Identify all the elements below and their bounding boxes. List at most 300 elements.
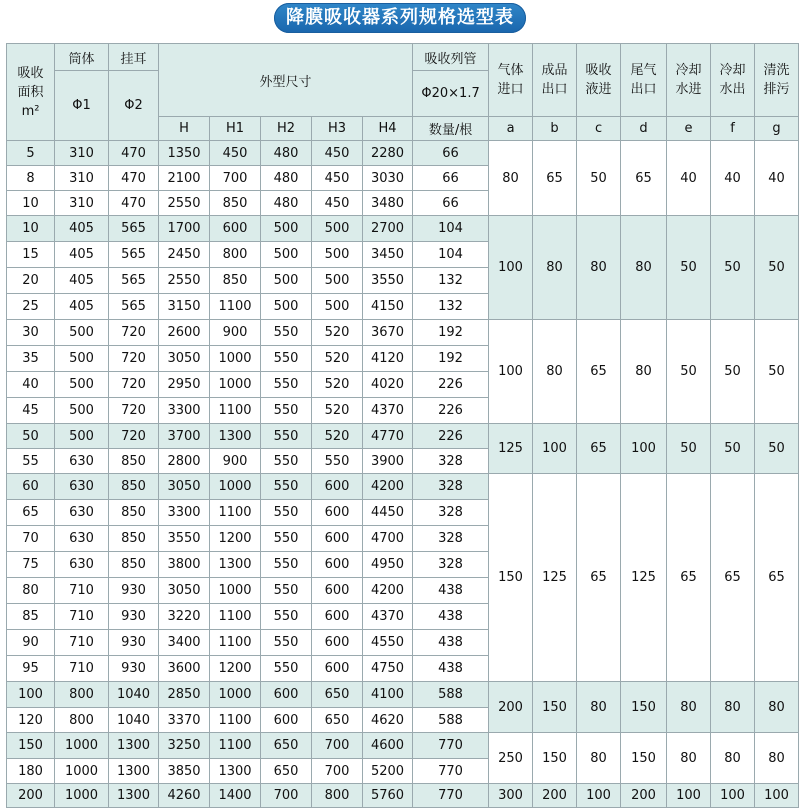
port-size-cell: 100 [577, 784, 621, 808]
table-cell: 900 [210, 320, 261, 346]
table-cell: 520 [312, 372, 363, 398]
header-port-d [621, 44, 667, 117]
table-cell: 45 [7, 398, 55, 424]
table-cell: 588 [413, 682, 489, 708]
header-shell: 筒体 [55, 44, 109, 71]
table-cell: 1100 [210, 630, 261, 656]
table-cell: 328 [413, 449, 489, 474]
port-size-cell: 80 [621, 216, 667, 320]
port-size-cell: 80 [577, 682, 621, 733]
table-cell: 1100 [210, 733, 261, 759]
port-size-cell: 80 [667, 682, 711, 733]
table-cell: 328 [413, 500, 489, 526]
table-cell: 328 [413, 552, 489, 578]
table-cell: 1000 [210, 578, 261, 604]
table-cell: 630 [55, 526, 109, 552]
table-cell: 1000 [210, 346, 261, 372]
table-cell: 2700 [363, 216, 413, 242]
table-cell: 5760 [363, 784, 413, 808]
table-cell: 1040 [109, 708, 159, 733]
table-cell: 600 [312, 578, 363, 604]
table-cell: 565 [109, 216, 159, 242]
table-cell: 500 [55, 398, 109, 424]
table-cell: 180 [7, 759, 55, 784]
table-cell: 550 [261, 500, 312, 526]
header-port-a [489, 44, 533, 117]
table-cell: 20 [7, 268, 55, 294]
table-cell: 55 [7, 449, 55, 474]
table-cell: 710 [55, 630, 109, 656]
table-cell: 600 [312, 474, 363, 500]
table-cell: 500 [261, 294, 312, 320]
table-cell: 405 [55, 216, 109, 242]
table-cell: 4100 [363, 682, 413, 708]
table-cell: 850 [109, 474, 159, 500]
port-size-cell: 65 [711, 474, 755, 682]
header-port-e [667, 44, 711, 117]
table-cell: 4370 [363, 604, 413, 630]
table-cell: 4550 [363, 630, 413, 656]
port-size-cell: 200 [533, 784, 577, 808]
table-cell: 850 [109, 526, 159, 552]
port-size-cell: 80 [755, 682, 799, 733]
table-cell: 500 [312, 242, 363, 268]
table-cell: 3850 [159, 759, 210, 784]
header-line: m² [21, 103, 40, 119]
header-h4: H4 [363, 117, 413, 141]
table-cell: 150 [7, 733, 55, 759]
table-cell: 66 [413, 141, 489, 166]
table-cell: 470 [109, 191, 159, 216]
table-row [7, 474, 799, 500]
table-cell: 800 [55, 708, 109, 733]
table-cell: 600 [312, 630, 363, 656]
table-cell: 800 [312, 784, 363, 808]
table-row [7, 784, 799, 808]
port-size-cell: 50 [711, 216, 755, 320]
table-cell: 3030 [363, 166, 413, 191]
table-cell: 700 [210, 166, 261, 191]
table-cell: 405 [55, 268, 109, 294]
header-line: 尾气 [630, 63, 657, 78]
table-cell: 1100 [210, 708, 261, 733]
table-cell: 1400 [210, 784, 261, 808]
port-size-cell: 50 [577, 141, 621, 216]
table-cell: 550 [261, 630, 312, 656]
table-cell: 2950 [159, 372, 210, 398]
table-cell: 550 [261, 320, 312, 346]
table-cell: 3300 [159, 500, 210, 526]
port-size-cell: 150 [489, 474, 533, 682]
table-cell: 132 [413, 268, 489, 294]
table-cell: 3450 [363, 242, 413, 268]
port-size-cell: 65 [577, 474, 621, 682]
port-size-cell: 100 [533, 424, 577, 474]
table-cell: 720 [109, 320, 159, 346]
header-line: 吸收 [585, 63, 612, 78]
table-cell: 1000 [210, 682, 261, 708]
table-cell: 1000 [55, 759, 109, 784]
table-cell: 930 [109, 578, 159, 604]
table-cell: 1300 [210, 424, 261, 449]
header-tubes: 吸收列管 [413, 44, 489, 71]
port-size-cell: 80 [711, 682, 755, 733]
table-cell: 770 [413, 759, 489, 784]
table-cell: 104 [413, 242, 489, 268]
port-size-cell: 100 [755, 784, 799, 808]
table-cell: 850 [109, 552, 159, 578]
table-cell: 120 [7, 708, 55, 733]
table-cell: 930 [109, 656, 159, 682]
title-bar [0, 0, 800, 36]
table-cell: 66 [413, 191, 489, 216]
table-cell: 2100 [159, 166, 210, 191]
table-cell: 3400 [159, 630, 210, 656]
port-size-cell: 50 [711, 320, 755, 424]
table-cell: 2450 [159, 242, 210, 268]
table-cell: 3250 [159, 733, 210, 759]
port-size-cell: 100 [489, 320, 533, 424]
table-cell: 310 [55, 166, 109, 191]
header-port-g [755, 44, 799, 117]
header-port-f [711, 44, 755, 117]
table-cell: 550 [261, 398, 312, 424]
header-code-c: c [577, 117, 621, 141]
port-size-cell: 125 [533, 474, 577, 682]
table-row [7, 320, 799, 346]
table-cell: 520 [312, 320, 363, 346]
table-cell: 200 [7, 784, 55, 808]
port-size-cell: 65 [755, 474, 799, 682]
table-cell: 520 [312, 424, 363, 449]
table-cell: 4020 [363, 372, 413, 398]
table-cell: 700 [312, 733, 363, 759]
table-cell: 500 [55, 320, 109, 346]
table-cell: 550 [261, 449, 312, 474]
header-h3: H3 [312, 117, 363, 141]
table-cell: 4620 [363, 708, 413, 733]
table-cell: 2800 [159, 449, 210, 474]
header-port-b [533, 44, 577, 117]
table-cell: 500 [312, 294, 363, 320]
table-cell: 3050 [159, 578, 210, 604]
table-cell: 4120 [363, 346, 413, 372]
port-size-cell: 150 [533, 682, 577, 733]
table-cell: 192 [413, 346, 489, 372]
table-cell: 720 [109, 346, 159, 372]
port-size-cell: 80 [533, 216, 577, 320]
header-line: 面积 [17, 84, 44, 100]
table-cell: 630 [55, 449, 109, 474]
table-cell: 770 [413, 733, 489, 759]
header-line: 冷却 [675, 63, 702, 78]
table-row [7, 682, 799, 708]
port-size-cell: 65 [621, 141, 667, 216]
table-cell: 25 [7, 294, 55, 320]
table-cell: 500 [312, 268, 363, 294]
table-cell: 15 [7, 242, 55, 268]
table-cell: 405 [55, 242, 109, 268]
table-cell: 10 [7, 191, 55, 216]
table-cell: 650 [312, 708, 363, 733]
table-cell: 850 [210, 268, 261, 294]
table-cell: 800 [55, 682, 109, 708]
port-size-cell: 50 [755, 216, 799, 320]
table-cell: 226 [413, 424, 489, 449]
table-cell: 450 [210, 141, 261, 166]
table-cell: 35 [7, 346, 55, 372]
table-cell: 4150 [363, 294, 413, 320]
table-cell: 850 [210, 191, 261, 216]
port-size-cell: 150 [621, 682, 667, 733]
table-cell: 75 [7, 552, 55, 578]
table-cell: 550 [261, 424, 312, 449]
table-cell: 720 [109, 424, 159, 449]
table-cell: 500 [312, 216, 363, 242]
header-code-e: e [667, 117, 711, 141]
port-size-cell: 65 [577, 320, 621, 424]
port-size-cell: 40 [711, 141, 755, 216]
table-cell: 132 [413, 294, 489, 320]
table-cell: 5200 [363, 759, 413, 784]
header-line: 水进 [675, 82, 702, 97]
port-size-cell: 200 [621, 784, 667, 808]
table-cell: 3700 [159, 424, 210, 449]
table-cell: 650 [261, 759, 312, 784]
table-cell: 438 [413, 604, 489, 630]
table-cell: 1700 [159, 216, 210, 242]
table-cell: 588 [413, 708, 489, 733]
table-cell: 3800 [159, 552, 210, 578]
table-row [7, 141, 799, 166]
table-cell: 3480 [363, 191, 413, 216]
table-cell: 4600 [363, 733, 413, 759]
table-cell: 720 [109, 398, 159, 424]
table-cell: 226 [413, 398, 489, 424]
table-cell: 710 [55, 578, 109, 604]
table-cell: 500 [55, 372, 109, 398]
header-code-a: a [489, 117, 533, 141]
port-size-cell: 100 [621, 424, 667, 474]
table-cell: 5 [7, 141, 55, 166]
table-cell: 438 [413, 630, 489, 656]
port-size-cell: 50 [711, 424, 755, 474]
table-cell: 600 [312, 526, 363, 552]
table-cell: 720 [109, 372, 159, 398]
header-code-b: b [533, 117, 577, 141]
table-cell: 8 [7, 166, 55, 191]
header-outer-dimensions: 外型尺寸 [159, 44, 413, 117]
port-size-cell: 100 [489, 216, 533, 320]
table-cell: 700 [312, 759, 363, 784]
table-cell: 550 [261, 578, 312, 604]
port-size-cell: 150 [533, 733, 577, 784]
header-code-d: d [621, 117, 667, 141]
port-size-cell: 50 [667, 216, 711, 320]
port-size-cell: 65 [533, 141, 577, 216]
table-cell: 500 [261, 242, 312, 268]
header-port-c [577, 44, 621, 117]
table-cell: 2280 [363, 141, 413, 166]
header-line: 排污 [763, 82, 790, 97]
header-h2: H2 [261, 117, 312, 141]
table-cell: 40 [7, 372, 55, 398]
port-size-cell: 80 [621, 320, 667, 424]
table-cell: 4770 [363, 424, 413, 449]
table-cell: 3220 [159, 604, 210, 630]
port-size-cell: 80 [577, 216, 621, 320]
table-cell: 65 [7, 500, 55, 526]
port-size-cell: 80 [755, 733, 799, 784]
table-cell: 650 [312, 682, 363, 708]
table-cell: 500 [261, 216, 312, 242]
table-cell: 600 [261, 682, 312, 708]
table-cell: 1200 [210, 656, 261, 682]
table-cell: 650 [261, 733, 312, 759]
title-pill [274, 3, 526, 33]
table-cell: 192 [413, 320, 489, 346]
port-size-cell: 200 [489, 682, 533, 733]
table-cell: 328 [413, 526, 489, 552]
port-size-cell: 50 [667, 424, 711, 474]
spec-table [6, 43, 799, 808]
header-line: 出口 [541, 82, 568, 97]
header-ear: 挂耳 [109, 44, 159, 71]
table-cell: 600 [312, 552, 363, 578]
table-cell: 310 [55, 141, 109, 166]
table-cell: 438 [413, 578, 489, 604]
port-size-cell: 80 [667, 733, 711, 784]
port-size-cell: 50 [667, 320, 711, 424]
port-size-cell: 250 [489, 733, 533, 784]
table-cell: 1300 [109, 759, 159, 784]
header-h: H [159, 117, 210, 141]
table-cell: 710 [55, 604, 109, 630]
port-size-cell: 80 [711, 733, 755, 784]
table-cell: 930 [109, 630, 159, 656]
port-size-cell: 100 [711, 784, 755, 808]
table-cell: 405 [55, 294, 109, 320]
table-cell: 3050 [159, 474, 210, 500]
table-cell: 3670 [363, 320, 413, 346]
port-size-cell: 80 [489, 141, 533, 216]
table-cell: 10 [7, 216, 55, 242]
table-cell: 1000 [210, 372, 261, 398]
table-cell: 550 [261, 346, 312, 372]
table-row [7, 424, 799, 449]
table-cell: 550 [261, 372, 312, 398]
port-size-cell: 80 [577, 733, 621, 784]
table-cell: 3900 [363, 449, 413, 474]
port-size-cell: 100 [667, 784, 711, 808]
table-cell: 2600 [159, 320, 210, 346]
table-cell: 1300 [109, 784, 159, 808]
port-size-cell: 65 [577, 424, 621, 474]
table-cell: 4750 [363, 656, 413, 682]
table-cell: 480 [261, 166, 312, 191]
table-cell: 4200 [363, 474, 413, 500]
table-cell: 710 [55, 656, 109, 682]
table-cell: 1040 [109, 682, 159, 708]
table-cell: 3550 [363, 268, 413, 294]
table-cell: 550 [261, 604, 312, 630]
header-line: 成品 [541, 63, 568, 78]
table-cell: 520 [312, 398, 363, 424]
table-cell: 450 [312, 141, 363, 166]
port-size-cell: 50 [755, 424, 799, 474]
table-cell: 1300 [210, 759, 261, 784]
table-cell: 600 [312, 500, 363, 526]
table-cell: 700 [261, 784, 312, 808]
header-line: 进口 [497, 82, 524, 97]
port-size-cell: 80 [533, 320, 577, 424]
table-cell: 470 [109, 141, 159, 166]
table-row [7, 216, 799, 242]
header-area [7, 44, 55, 141]
table-cell: 4370 [363, 398, 413, 424]
header-tubes-spec: Φ20×1.7 [413, 71, 489, 117]
table-cell: 60 [7, 474, 55, 500]
table-cell: 550 [261, 656, 312, 682]
table-cell: 438 [413, 656, 489, 682]
table-cell: 630 [55, 474, 109, 500]
table-cell: 4200 [363, 578, 413, 604]
table-cell: 850 [109, 500, 159, 526]
header-line: 冷却 [719, 63, 746, 78]
table-cell: 600 [312, 656, 363, 682]
table-cell: 1100 [210, 294, 261, 320]
table-cell: 500 [55, 346, 109, 372]
header-shell-phi1: Φ1 [55, 71, 109, 141]
table-cell: 600 [312, 604, 363, 630]
table-cell: 2850 [159, 682, 210, 708]
table-cell: 2550 [159, 191, 210, 216]
table-cell: 630 [55, 552, 109, 578]
table-cell: 4260 [159, 784, 210, 808]
table-cell: 50 [7, 424, 55, 449]
table-cell: 1350 [159, 141, 210, 166]
table-cell: 70 [7, 526, 55, 552]
header-ear-phi2: Φ2 [109, 71, 159, 141]
header-line: 出口 [630, 82, 657, 97]
table-cell: 550 [261, 526, 312, 552]
table-cell: 100 [7, 682, 55, 708]
table-cell: 450 [312, 191, 363, 216]
port-size-cell: 125 [621, 474, 667, 682]
table-cell: 3600 [159, 656, 210, 682]
table-cell: 104 [413, 216, 489, 242]
table-cell: 4700 [363, 526, 413, 552]
table-cell: 1300 [109, 733, 159, 759]
table-cell: 3050 [159, 346, 210, 372]
table-cell: 1300 [210, 552, 261, 578]
table-cell: 1000 [210, 474, 261, 500]
header-tube-count: 数量/根 [413, 117, 489, 141]
table-cell: 2550 [159, 268, 210, 294]
header-code-g: g [755, 117, 799, 141]
header-line: 液进 [585, 82, 612, 97]
table-cell: 3370 [159, 708, 210, 733]
table-cell: 565 [109, 268, 159, 294]
table-cell: 630 [55, 500, 109, 526]
table-cell: 66 [413, 166, 489, 191]
table-cell: 85 [7, 604, 55, 630]
table-cell: 470 [109, 166, 159, 191]
port-size-cell: 150 [621, 733, 667, 784]
table-cell: 1200 [210, 526, 261, 552]
header-line: 吸收 [17, 65, 44, 81]
table-cell: 3150 [159, 294, 210, 320]
